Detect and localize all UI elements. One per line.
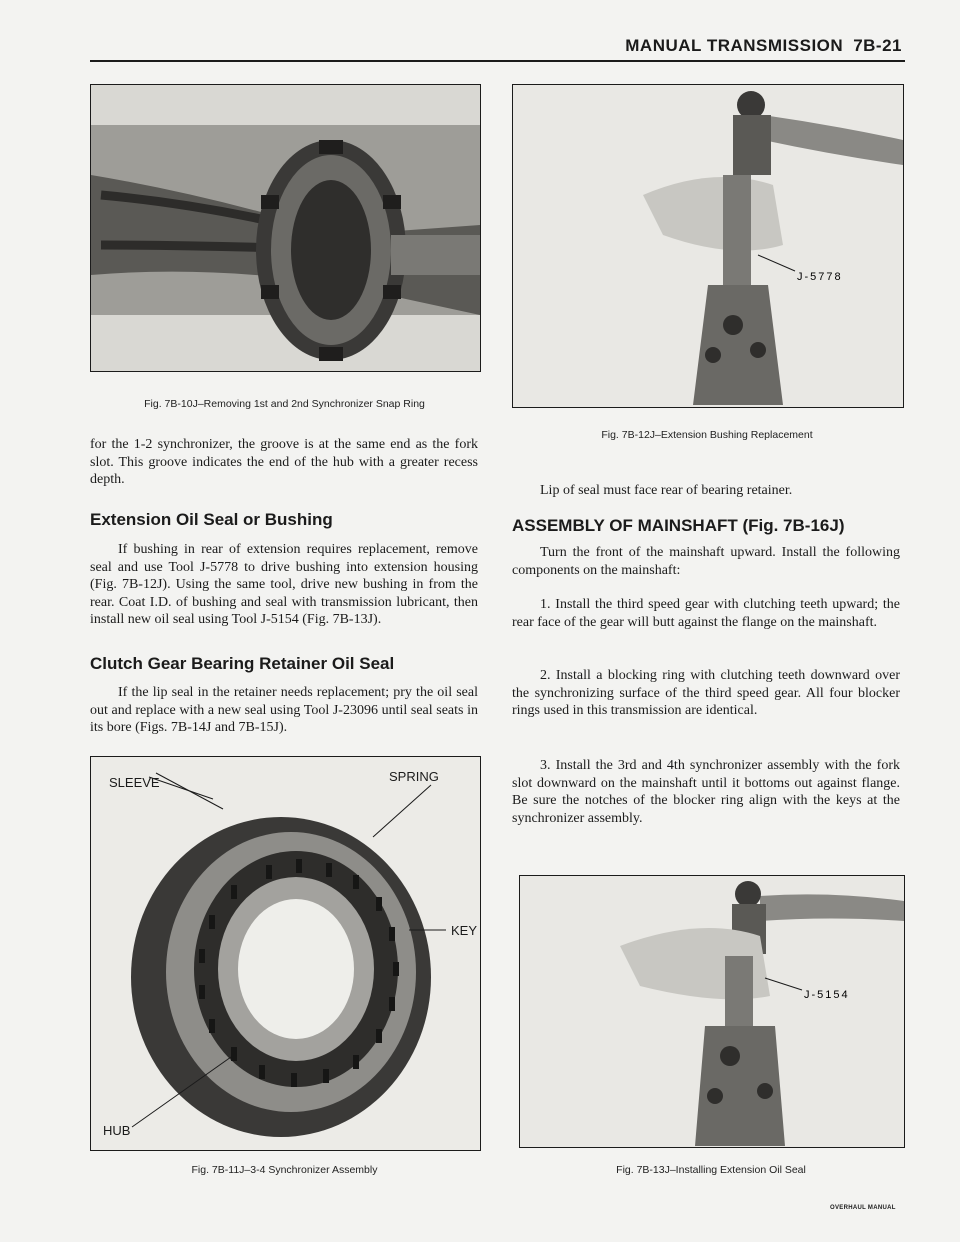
figure-caption: Fig. 7B-11J–3-4 Synchronizer Assembly <box>191 1164 378 1176</box>
synchronizer-photo <box>91 757 480 1150</box>
header-rule <box>90 60 905 62</box>
heading-clutch-gear-seal: Clutch Gear Bearing Retainer Oil Seal <box>90 654 395 673</box>
figure-extension-bushing <box>512 84 904 408</box>
step-3: 3. Install the 3rd and 4th synchronizer assembly with the fork slot downward on the mainshaft until it bottoms out against flange. Be sure the notches of the blocker ring align with the keys at the synchronizer assembly. <box>512 758 900 826</box>
figure-synchronizer-assembly <box>90 756 481 1151</box>
step-2: 2. Install a blocking ring with clutching teeth downward over the synchronizing surface of the third speed gear. All four blocker rings used in this transmission are identical. <box>512 668 900 718</box>
label-hub: HUB <box>103 1123 131 1138</box>
label-sleeve: SLEEVE <box>109 775 160 790</box>
figure-caption: Fig. 7B-13J–Installing Extension Oil Seal <box>616 1164 806 1176</box>
figure-caption: Fig. 7B-12J–Extension Bushing Replacement <box>601 429 813 441</box>
tool-label-j5154: J-5154 <box>804 989 850 1001</box>
paragraph-intro: for the 1-2 synchronizer, the groove is at the same end as the fork slot. This groove indicates the end of the hub with a greater recess depth. <box>90 437 478 487</box>
page-number: 7B-21 <box>853 36 902 55</box>
paragraph-assembly-intro: Turn the front of the mainshaft upward. Install the following components on the mainshaft: <box>512 545 900 578</box>
footer-label: OVERHAUL MANUAL <box>830 1205 896 1211</box>
section-title: MANUAL TRANSMISSION <box>625 36 844 55</box>
step-1: 1. Install the third speed gear with clutching teeth upward; the rear face of the gear will butt against the flange on the mainshaft. <box>512 597 900 630</box>
figure-caption: Fig. 7B-10J–Removing 1st and 2nd Synchronizer Snap Ring <box>144 398 425 410</box>
heading-extension-oil-seal: Extension Oil Seal or Bushing <box>90 510 333 529</box>
paragraph-lip-note: Lip of seal must face rear of bearing retainer. <box>540 483 793 498</box>
label-key: KEY <box>451 923 478 938</box>
tool-label-j5778: J-5778 <box>797 271 843 283</box>
paragraph-extension: If bushing in rear of extension requires replacement, remove seal and use Tool J-5778 to drive bushing into extension housing (Fig. 7B-12J). Using the same tool, drive new bushing in from the rear. Coat I.D. of bushing and seal with transmission lubricant, then install new oil seal using Tool J-5154 (Fig. 7B-13J). <box>90 542 478 627</box>
snap-ring-photo <box>91 85 480 371</box>
label-spring: SPRING <box>389 769 439 784</box>
heading-mainshaft-assembly: ASSEMBLY OF MAINSHAFT (Fig. 7B-16J) <box>512 516 845 535</box>
page-header <box>560 36 902 60</box>
figure-snap-ring-removal <box>90 84 481 372</box>
bushing-photo <box>513 85 903 407</box>
oil-seal-photo <box>520 876 904 1147</box>
paragraph-clutch-gear: If the lip seal in the retainer needs replacement; pry the oil seal out and replace with a new seal using Tool J-23096 until seal seats in its bore (Figs. 7B-14J and 7B-15J). <box>90 685 478 735</box>
figure-extension-oil-seal <box>519 875 905 1148</box>
